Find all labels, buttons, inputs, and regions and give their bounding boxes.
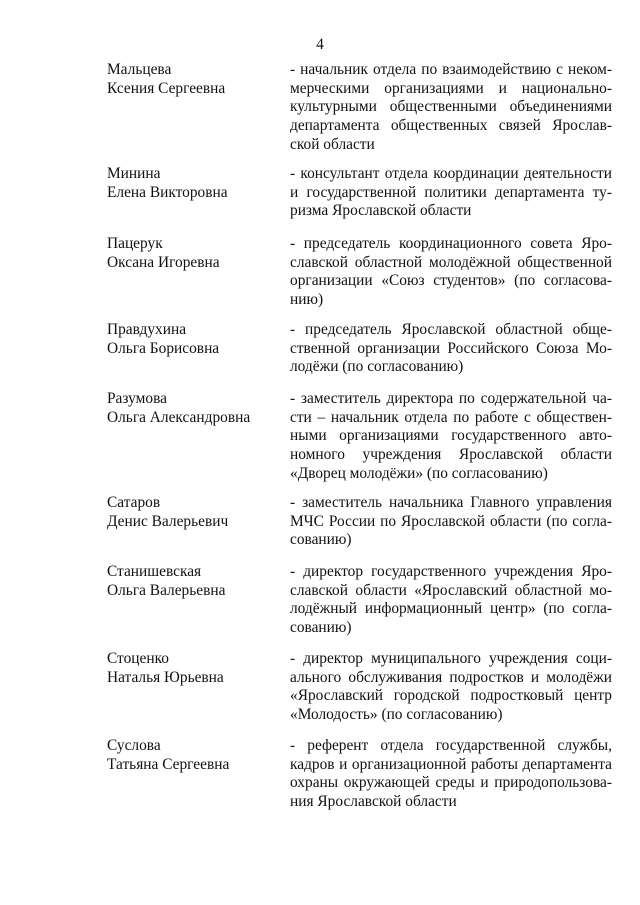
role-line: ния Ярославской области: [290, 793, 457, 811]
member-role: [290, 737, 612, 812]
role-line: департамента общественных связей Ярослав-: [290, 117, 612, 135]
role-line: сти – начальник отдела по работе с обществен-: [290, 408, 612, 426]
role-line: ального обслуживания подростков и молодёжи: [290, 668, 612, 686]
role-line: - заместитель начальника Главного управления: [290, 494, 612, 511]
role-line: - начальник отдела по взаимодействию с неком-: [290, 61, 612, 78]
member-given-names: Татьяна Сергеевна: [107, 755, 230, 773]
role-line: лодёжный информационный центр» (по согла-: [290, 600, 612, 618]
role-line: - председатель Ярославской областной обще-: [290, 321, 612, 338]
member-surname: Правдухина: [107, 321, 187, 338]
member-role: [290, 165, 612, 221]
role-line: ными организациями государственного авто-: [290, 427, 612, 445]
role-line: - председатель координационного совета Яро-: [290, 235, 612, 252]
role-line: - директор государственного учреждения Яро-: [290, 563, 612, 580]
role-line: - консультант отдела координации деятельности: [290, 165, 612, 182]
member-name: [107, 390, 282, 427]
member-surname: Станишевская: [107, 563, 202, 580]
role-line: - референт отдела государственной службы,: [290, 737, 612, 754]
member-given-names: Ольга Валерьевна: [107, 581, 226, 599]
role-line: организации «Союз студентов» (по согласова-: [290, 272, 612, 290]
role-line: нию): [290, 291, 324, 309]
role-line: номного учреждения Ярославской области: [290, 446, 612, 464]
role-line: ризма Ярославской области: [290, 202, 472, 220]
role-line: ственной организации Российского Союза Мо-: [290, 339, 612, 357]
member-name: [107, 321, 282, 358]
member-name: [107, 61, 282, 98]
member-given-names: Ольга Борисовна: [107, 339, 220, 357]
role-line: сованию): [290, 531, 352, 549]
member-given-names: Наталья Юрьевна: [107, 668, 224, 686]
member-role: [290, 650, 612, 725]
role-line: «Дворец молодёжи» (по согласованию): [290, 464, 548, 482]
member-role: [290, 563, 612, 638]
member-role: [290, 235, 612, 310]
member-role: [290, 61, 612, 155]
member-surname: Мальцева: [107, 61, 172, 78]
member-surname: Пацерук: [107, 235, 163, 252]
member-role: [290, 390, 612, 484]
role-line: славской области «Ярославский областной мо-: [290, 581, 612, 599]
member-given-names: Денис Валерьевич: [107, 512, 229, 530]
member-surname: Минина: [107, 165, 161, 182]
member-name: [107, 165, 282, 202]
member-given-names: Ольга Александровна: [107, 408, 251, 426]
role-line: ской области: [290, 135, 375, 153]
member-surname: Разумова: [107, 390, 167, 407]
member-role: [290, 321, 612, 377]
role-line: славской областной молодёжной общественной: [290, 253, 612, 271]
member-name: [107, 494, 282, 531]
role-line: сованию): [290, 619, 352, 637]
role-line: культурными общественными объединениями: [290, 98, 612, 116]
role-line: - заместитель директора по содержательной ча-: [290, 390, 612, 407]
member-role: [290, 494, 612, 550]
member-name: [107, 650, 282, 687]
role-line: лодёжи (по согласованию): [290, 358, 464, 376]
role-line: - директор муниципального учреждения соци-: [290, 650, 612, 667]
member-given-names: Оксана Игоревна: [107, 253, 220, 271]
role-line: «Ярославский городской подростковый центр: [290, 687, 612, 705]
member-name: [107, 737, 282, 774]
member-given-names: Елена Викторовна: [107, 183, 228, 201]
role-line: «Молодость» (по согласованию): [290, 706, 503, 724]
member-name: [107, 563, 282, 600]
member-given-names: Ксения Сергеевна: [107, 79, 226, 97]
role-line: кадров и организационной работы департамента: [290, 755, 612, 773]
role-line: мерческими организациями и национально-: [290, 79, 612, 97]
role-line: МЧС России по Ярославской области (по согла-: [290, 512, 612, 530]
member-surname: Сатаров: [107, 494, 161, 511]
member-surname: Суслова: [107, 737, 161, 754]
member-name: [107, 235, 282, 272]
role-line: и государственной политики департамента ту-: [290, 183, 612, 201]
member-surname: Стоценко: [107, 650, 169, 667]
page-number: 4: [316, 36, 324, 53]
role-line: охраны окружающей среды и природопользова-: [290, 774, 612, 792]
